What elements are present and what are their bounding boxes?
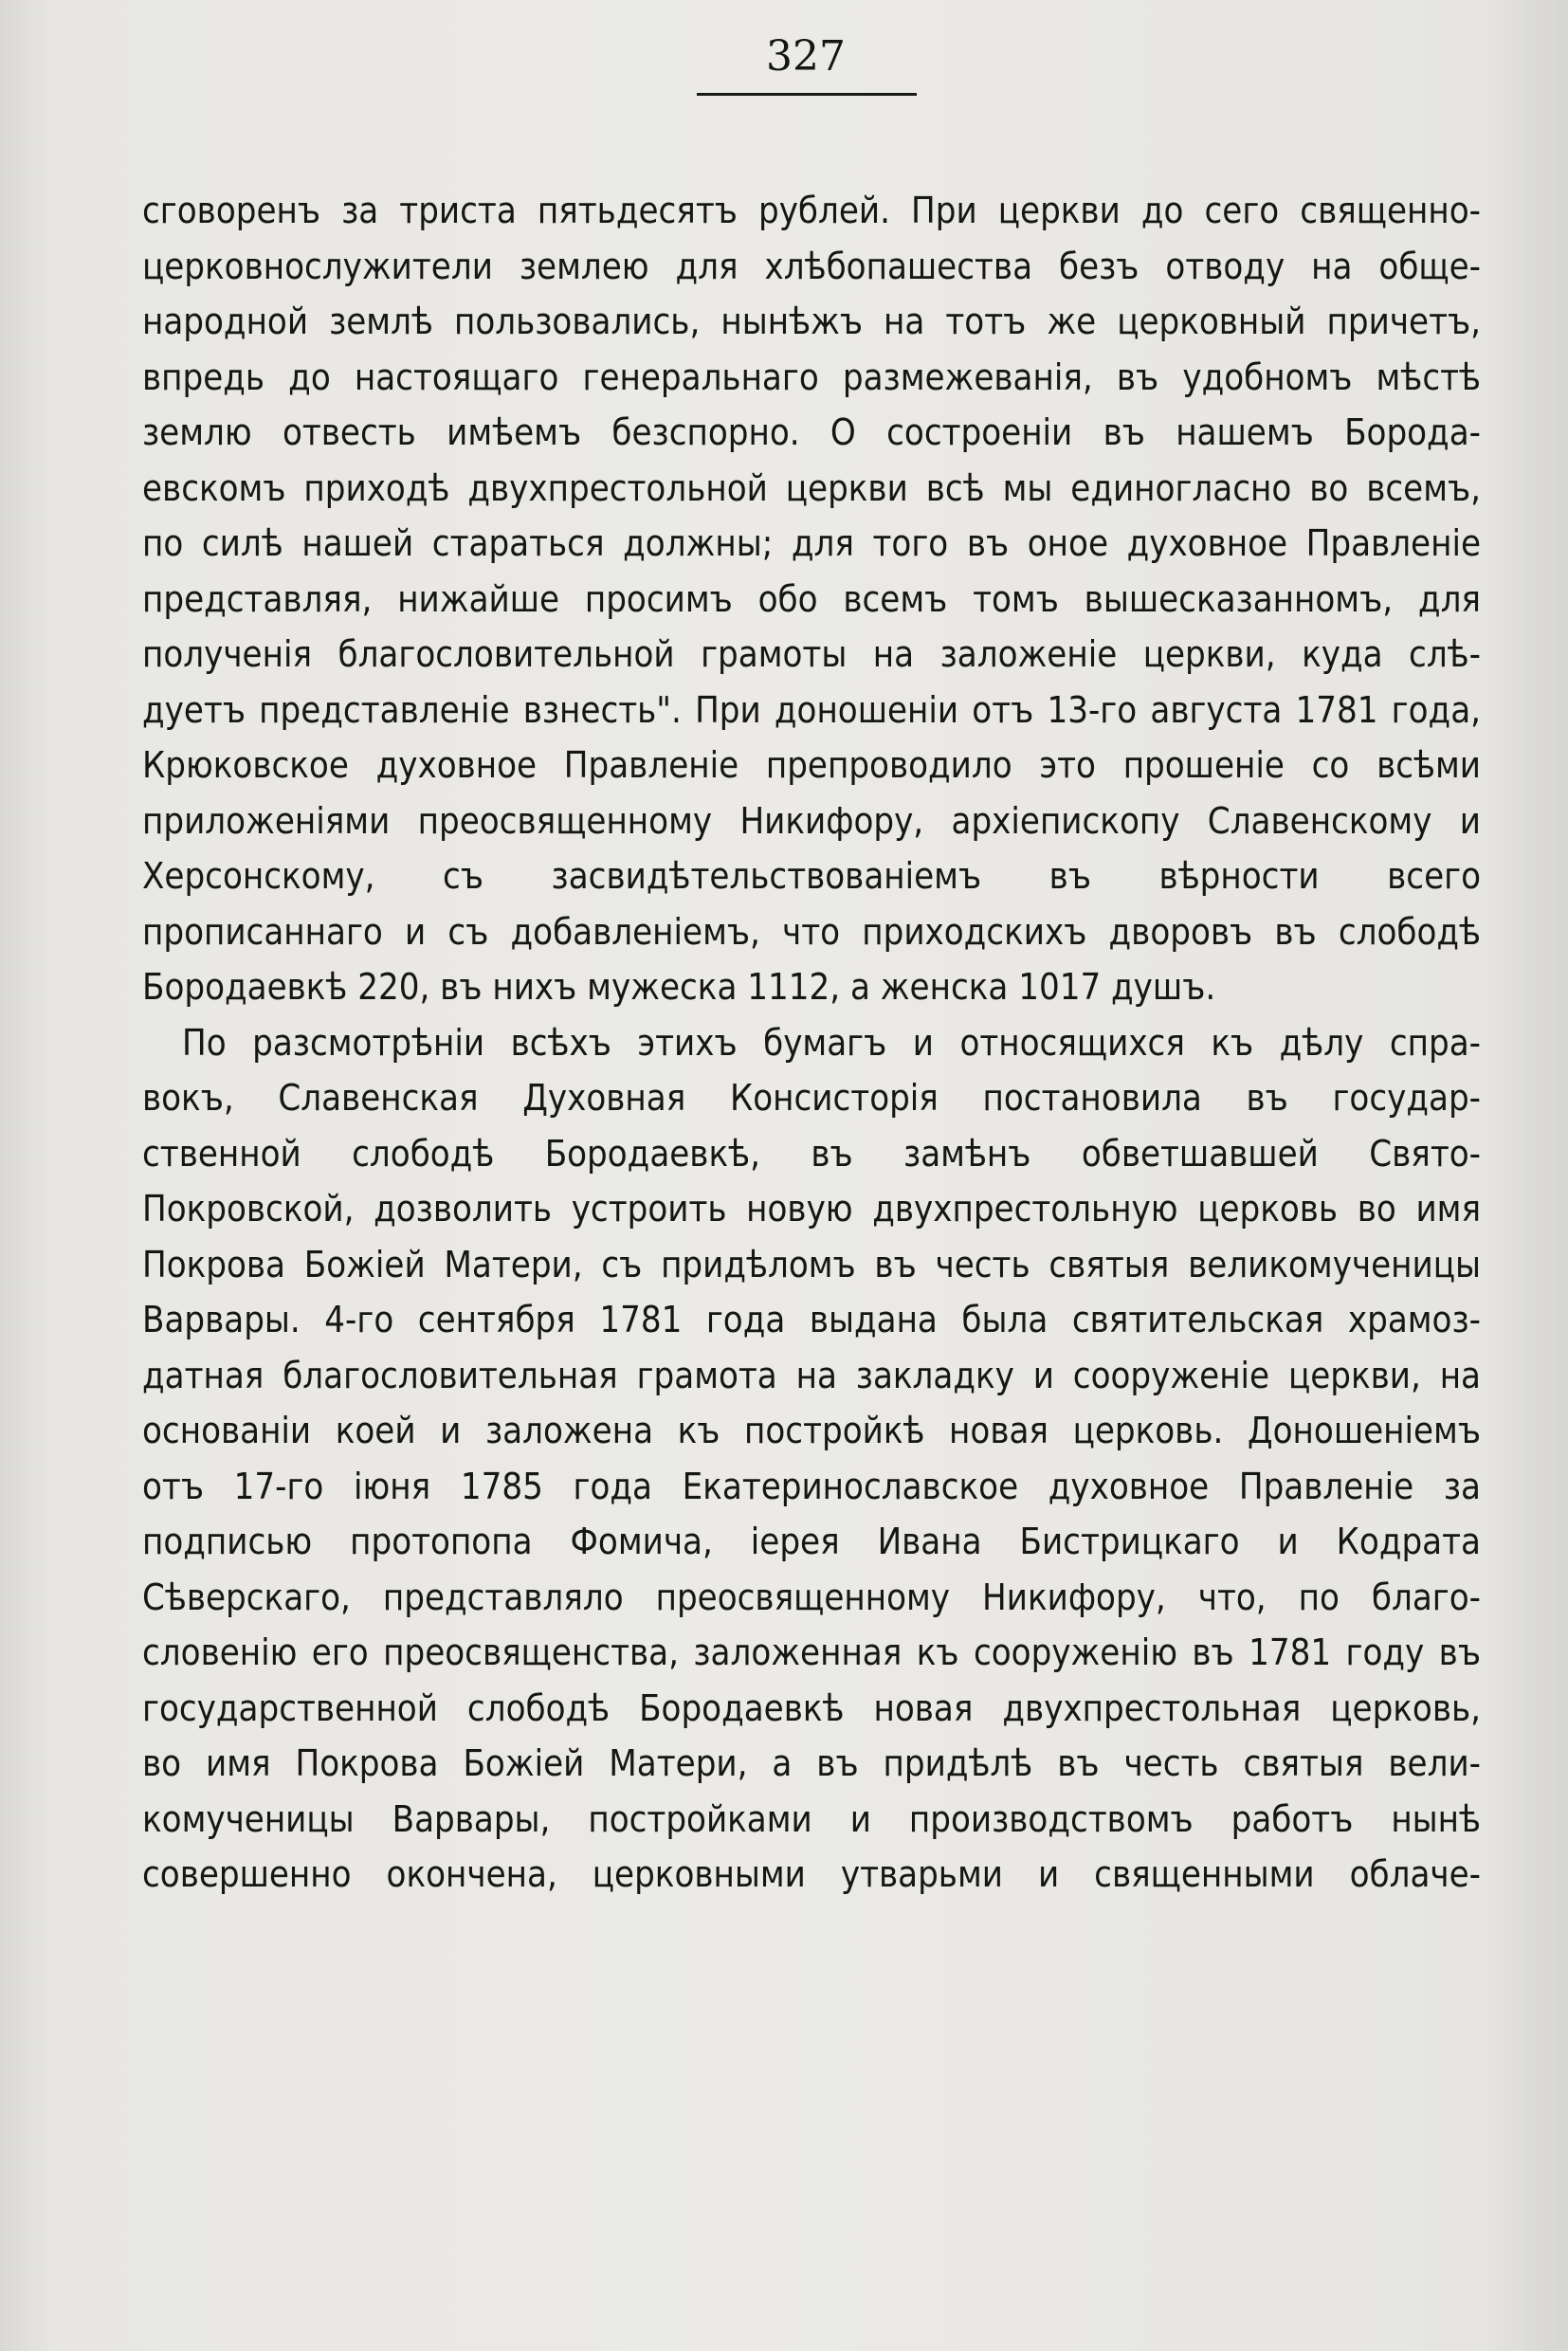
page-number-underline bbox=[697, 93, 917, 96]
text-line: церковнослужители землею для хлѣбопашества безъ отводу на обще- bbox=[142, 245, 1481, 287]
text-line: евскомъ приходѣ двухпрестольной церкви всѣ мы единогласно во всемъ, bbox=[142, 466, 1481, 509]
text-line: сговоренъ за триста пятьдесятъ рублей. При церкви до сего священно- bbox=[142, 190, 1481, 231]
text-line: приложеніями преосвященному Никифору, архіепископу Славенскому и bbox=[142, 799, 1481, 842]
text-line: впредь до настоящаго генеральнаго размежеванія, въ удобномъ мѣстѣ bbox=[142, 355, 1481, 398]
text-line: по силѣ нашей стараться должны; для того въ оное духовное Правленіе bbox=[142, 522, 1481, 564]
text-line: Херсонскому, съ засвидѣтельствованіемъ въ вѣрности всего bbox=[142, 855, 1481, 897]
page-number-container bbox=[697, 34, 915, 80]
page-number: 327 bbox=[766, 32, 846, 81]
text-line: землю отвесть имѣемъ безспорно. О состроеніи въ нашемъ Борода- bbox=[142, 411, 1481, 453]
text-line: основаніи коей и заложена къ постройкѣ новая церковь. Доношеніемъ bbox=[142, 1410, 1481, 1451]
text-line: ственной слободѣ Бородаевкѣ, въ замѣнъ обветшавшей Свято- bbox=[142, 1132, 1481, 1175]
text-line: комученицы Варвары, постройками и производствомъ работъ нынѣ bbox=[142, 1797, 1481, 1840]
text-line: государственной слободѣ Бородаевкѣ новая двухпрестольная церковь, bbox=[142, 1686, 1481, 1729]
text-line: вокъ, Славенская Духовная Консисторія постановила въ государ- bbox=[142, 1077, 1481, 1119]
text-line: По разсмотрѣніи всѣхъ этихъ бумагъ и относящихся къ дѣлу спра- bbox=[182, 1021, 1481, 1064]
text-line: отъ 17-го іюня 1785 года Екатеринославское духовное Правленіе за bbox=[142, 1465, 1481, 1507]
text-line: Покрова Божіей Матери, съ придѣломъ въ честь святыя великомученицы bbox=[142, 1243, 1481, 1285]
text-line: Варвары. 4-го сентября 1781 года выдана была святительская храмоз- bbox=[142, 1299, 1481, 1340]
text-line: полученія благословительной грамоты на заложеніе церкви, куда слѣ- bbox=[142, 633, 1481, 675]
text-line: прописаннаго и съ добавленіемъ, что приходскихъ дворовъ въ слободѣ bbox=[142, 910, 1481, 953]
text-line: словенію его преосвященства, заложенная къ сооруженію въ 1781 году въ bbox=[142, 1631, 1481, 1673]
text-line: Покровской, дозволить устроить новую двухпрестольную церковь во имя bbox=[142, 1188, 1481, 1230]
text-line: дуетъ представленіе взнесть". При доношеніи отъ 13-го августа 1781 года, bbox=[142, 688, 1481, 731]
text-line: датная благословительная грамота на закладку и сооруженіе церкви, на bbox=[142, 1354, 1481, 1396]
text-line: Бородаевкѣ 220, въ нихъ мужеска 1112, а женска 1017 душъ. bbox=[142, 966, 1216, 1008]
text-line: Крюковское духовное Правленіе препроводило это прошеніе со всѣми bbox=[142, 744, 1481, 786]
text-line: представляя, нижайше просимъ обо всемъ томъ вышесказанномъ, для bbox=[142, 577, 1481, 620]
text-line: совершенно окончена, церковными утварьми и священными облаче- bbox=[142, 1853, 1481, 1895]
text-line: народной землѣ пользовались, нынѣжъ на тотъ же церковный причетъ, bbox=[142, 301, 1481, 342]
text-line: подписью протопопа Фомича, іерея Ивана Бистрицкаго и Кодрата bbox=[142, 1521, 1481, 1562]
body-text bbox=[142, 183, 1481, 1903]
text-line: Сѣверскаго, представляло преосвященному Никифору, что, по благо- bbox=[142, 1576, 1481, 1618]
text-line: во имя Покрова Божіей Матери, а въ придѣлѣ въ честь святыя вели- bbox=[142, 1742, 1481, 1784]
